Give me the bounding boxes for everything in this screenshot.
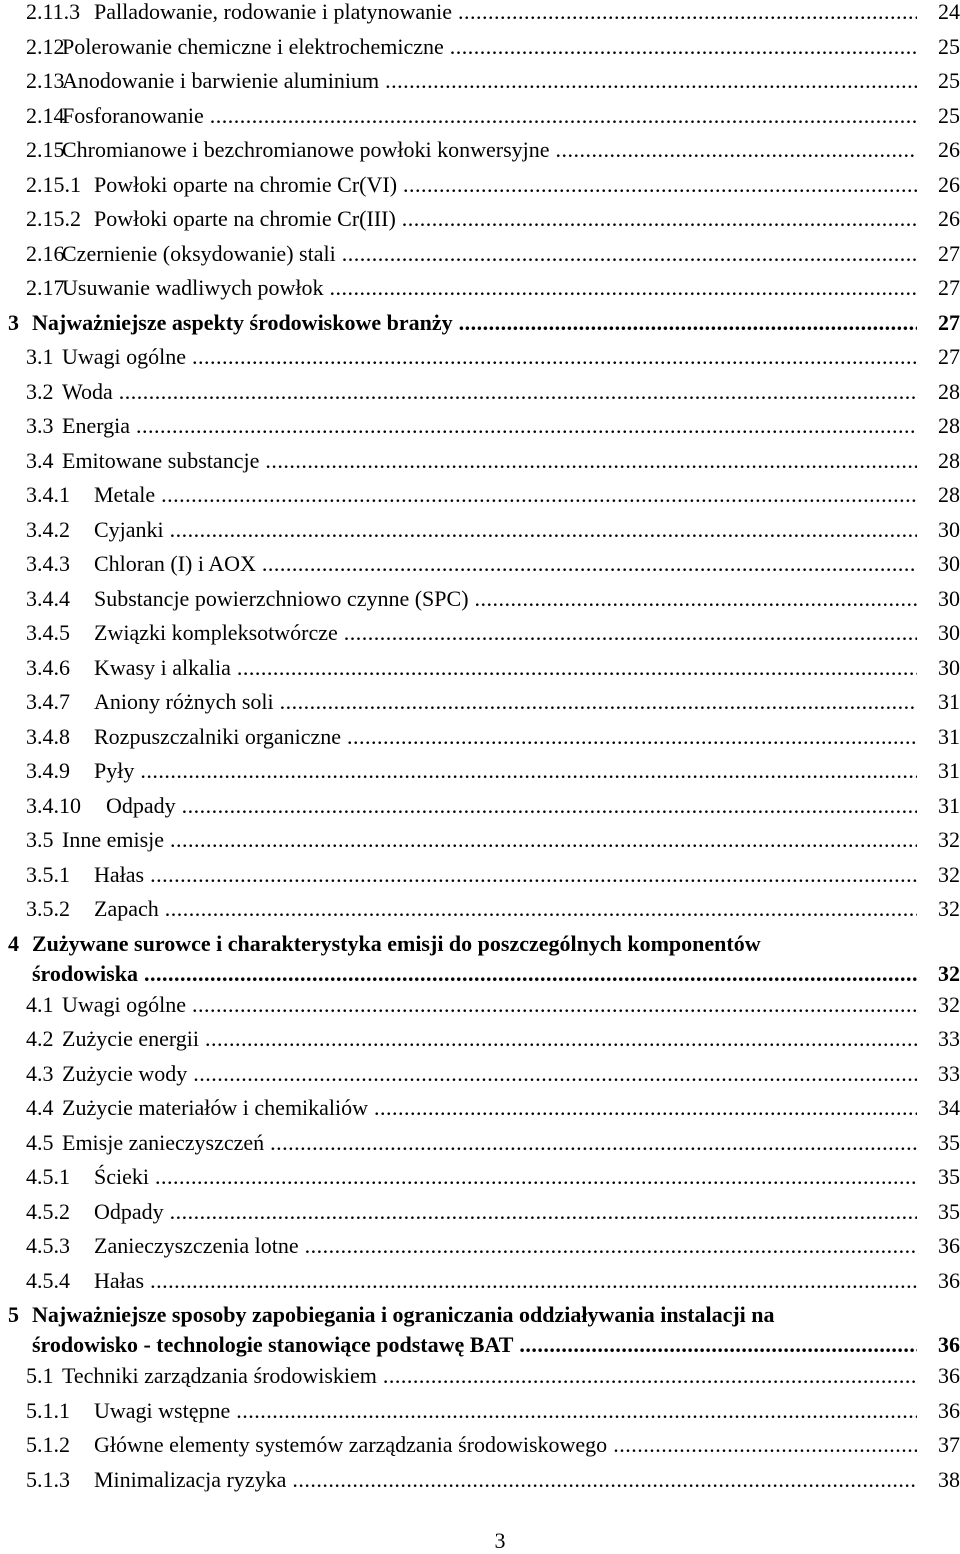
toc-entry-number: 3.4.7	[26, 689, 70, 714]
toc-entry-number: 3.4.8	[26, 723, 70, 749]
toc-entry-title	[32, 959, 917, 989]
toc-entry-number: 4.4	[26, 1095, 54, 1120]
toc-entry-title-text: Uwagi ogólne	[62, 344, 187, 369]
toc-entry-page: 36	[938, 1363, 960, 1388]
toc-entry-title-text: Hałas	[94, 1267, 145, 1293]
toc-entry[interactable]	[0, 687, 960, 717]
toc-entry-number: 3.4.10	[26, 792, 81, 818]
toc-entry-title	[62, 990, 917, 1020]
toc-entry-title	[62, 32, 917, 62]
toc-entry-title	[62, 1059, 917, 1089]
toc-entry-number: 5.1.2	[26, 1432, 70, 1457]
toc-entry[interactable]	[0, 1300, 960, 1360]
toc-entry-title-text: Fosforanowanie	[62, 102, 204, 128]
toc-entry-title	[94, 722, 917, 752]
toc-entry-number: 3.4.4	[26, 585, 70, 611]
toc-entry-title-text: Odpady	[106, 792, 176, 818]
toc-entry-number: 4.3	[26, 1060, 54, 1086]
toc-entry-page: 26	[938, 206, 960, 231]
toc-entry-number: 5.1.1	[26, 1397, 70, 1423]
toc-entry[interactable]	[0, 860, 960, 890]
toc-entry-title-text: Zużycie wody	[62, 1060, 188, 1086]
toc-entry-page: 36	[938, 1332, 960, 1357]
toc-entry-title-text: Hałas	[94, 861, 145, 887]
toc-entry-number: 5.1	[26, 1363, 54, 1388]
toc-entry-title-text: Powłoki oparte na chromie Cr(VI)	[94, 171, 398, 197]
toc-entry[interactable]	[0, 377, 960, 407]
toc-entry[interactable]	[0, 1396, 960, 1426]
toc-entry[interactable]	[0, 791, 960, 821]
toc-entry-title-text: Powłoki oparte na chromie Cr(III)	[94, 206, 396, 231]
toc-entry-page: 31	[938, 689, 960, 714]
toc-entry-page: 32	[938, 896, 960, 921]
toc-entry-page: 33	[938, 1060, 960, 1086]
toc-entry-title-text: Aniony różnych soli	[94, 689, 274, 714]
toc-entry-page: 32	[938, 991, 960, 1017]
toc-entry-page: 31	[938, 758, 960, 783]
toc-entry-title	[94, 1162, 917, 1192]
toc-entry-page: 35	[938, 1198, 960, 1224]
toc-entry[interactable]	[0, 204, 960, 234]
toc-entry-number: 4.5	[26, 1129, 54, 1155]
toc-entry[interactable]	[0, 990, 960, 1020]
toc-entry-number: 5.1.3	[26, 1466, 70, 1492]
toc-entry-number: 2.15.1	[26, 171, 81, 197]
toc-entry-number: 3.4.9	[26, 758, 70, 783]
toc-entry-number: 4.5.2	[26, 1198, 70, 1224]
toc-entry-page: 30	[938, 516, 960, 542]
toc-entry[interactable]	[0, 1093, 960, 1123]
toc-entry-title-line1: Najważniejsze sposoby zapobiegania i ograniczania oddziaływania instalacji na	[32, 1302, 775, 1327]
toc-entry-page: 26	[938, 137, 960, 162]
toc-entry-page: 35	[938, 1129, 960, 1155]
toc-entry-page: 25	[938, 33, 960, 59]
toc-entry-title-text: Najważniejsze aspekty środowiskowe branży	[32, 309, 453, 335]
toc-entry[interactable]	[0, 722, 960, 752]
toc-entry-number: 3.5.1	[26, 861, 70, 887]
toc-entry-title	[62, 66, 917, 96]
toc-entry-number: 4.5.1	[26, 1164, 70, 1189]
toc-entry[interactable]	[0, 1024, 960, 1054]
toc-entry[interactable]	[0, 32, 960, 62]
toc-entry-title-text: Polerowanie chemiczne i elektrochemiczne	[62, 33, 444, 59]
toc-entry-number: 3.4	[26, 447, 54, 473]
toc-entry-title	[62, 1128, 917, 1158]
toc-entry-title	[62, 825, 917, 855]
toc-entry-page: 36	[938, 1233, 960, 1258]
toc-entry-title-text: Uwagi wstępne	[94, 1397, 231, 1423]
toc-entry-number: 3.1	[26, 344, 54, 369]
toc-entry[interactable]	[0, 894, 960, 924]
toc-entry-title-text: Emitowane substancje	[62, 447, 260, 473]
toc-entry-title	[94, 860, 917, 890]
toc-entry-page: 27	[938, 275, 960, 300]
toc-entry-title-text: Zanieczyszczenia lotne	[94, 1233, 299, 1258]
toc-entry-number: 5	[8, 1302, 19, 1327]
toc-entry-title	[62, 411, 917, 441]
toc-entry-title-text: Czernienie (oksydowanie) stali	[62, 240, 336, 266]
toc-entry-title	[62, 446, 917, 476]
toc-entry-title	[62, 273, 917, 303]
toc-entry-title-text: Zużycie energii	[62, 1026, 200, 1051]
toc-entry[interactable]	[0, 1162, 960, 1192]
toc-entry[interactable]	[0, 1361, 960, 1391]
toc-entry-title	[62, 101, 917, 131]
toc-entry-page: 24	[938, 0, 960, 24]
toc-entry-title	[94, 1396, 917, 1426]
toc-entry-title	[94, 515, 917, 545]
toc-entry-page: 30	[938, 585, 960, 611]
toc-entry-title	[94, 687, 917, 717]
toc-entry-title-text: Energia	[62, 413, 131, 438]
toc-entry-number: 3.5	[26, 827, 54, 852]
toc-entry-title-text: Minimalizacja ryzyka	[94, 1466, 287, 1492]
toc-entry-title	[32, 1330, 917, 1360]
toc-entry[interactable]	[0, 308, 960, 338]
toc-entry-number: 3.4.1	[26, 482, 70, 507]
toc-entry-title	[94, 894, 917, 924]
toc-entry[interactable]	[0, 584, 960, 614]
toc-entry-title-text: Emisje zanieczyszczeń	[62, 1129, 265, 1155]
toc-entry-title-text: Główne elementy systemów zarządzania środowiskowego	[94, 1432, 608, 1457]
toc-entry-number: 3.4.3	[26, 551, 70, 576]
toc-entry-page: 27	[938, 309, 960, 335]
toc-entry-title-line1: Zużywane surowce i charakterystyka emisji do poszczególnych komponentów	[32, 930, 761, 956]
toc-entry-page: 36	[938, 1397, 960, 1423]
toc-entry-title	[94, 480, 917, 510]
toc-entry-page: 32	[938, 827, 960, 852]
toc-entry[interactable]	[0, 135, 960, 165]
toc-entry[interactable]	[0, 101, 960, 131]
toc-entry-page: 31	[938, 723, 960, 749]
toc-entry-title	[62, 239, 917, 269]
toc-entry-title-text: Substancje powierzchniowo czynne (SPC)	[94, 585, 469, 611]
toc-entry-title-text: Woda	[62, 378, 113, 404]
toc-entry-number: 2.17	[26, 275, 65, 300]
toc-entry[interactable]	[0, 756, 960, 786]
toc-entry-title	[62, 1024, 917, 1054]
toc-entry-page: 32	[938, 960, 960, 986]
toc-entry-title-text: Chromianowe i bezchromianowe powłoki konwersyjne	[62, 137, 550, 162]
toc-entry[interactable]	[0, 480, 960, 510]
toc-entry[interactable]	[0, 1465, 960, 1495]
toc-entry-title-text: Zużycie materiałów i chemikaliów	[62, 1095, 369, 1120]
toc-entry-title	[106, 791, 917, 821]
toc-entry-title	[94, 170, 917, 200]
toc-entry-title-text: Inne emisje	[62, 827, 165, 852]
toc-entry-number: 4.5.4	[26, 1267, 70, 1293]
toc-entry[interactable]	[0, 618, 960, 648]
toc-entry[interactable]	[0, 1430, 960, 1460]
toc-entry-page: 30	[938, 654, 960, 680]
toc-entry[interactable]	[0, 929, 960, 989]
toc-entry-title-text: Palladowanie, rodowanie i platynowanie	[94, 0, 453, 24]
toc-entry[interactable]	[0, 66, 960, 96]
toc-entry-page: 25	[938, 68, 960, 93]
toc-entry-page: 31	[938, 792, 960, 818]
toc-entry-number: 2.16	[26, 240, 65, 266]
toc-entry-page: 25	[938, 102, 960, 128]
toc-entry-number: 3.3	[26, 413, 54, 438]
toc-entry-number: 3.4.2	[26, 516, 70, 542]
toc-entry-title	[94, 1430, 917, 1460]
toc-entry[interactable]	[0, 170, 960, 200]
toc-entry-title	[94, 1465, 917, 1495]
toc-entry[interactable]	[0, 342, 960, 372]
toc-entry-title	[94, 549, 917, 579]
toc-entry-page: 30	[938, 551, 960, 576]
toc-entry[interactable]	[0, 1231, 960, 1261]
toc-entry-number: 3	[8, 309, 19, 335]
toc-entry-title-text: Rozpuszczalniki organiczne	[94, 723, 341, 749]
toc-entry-page: 38	[938, 1466, 960, 1492]
toc-entry-title-text: Anodowanie i barwienie aluminium	[62, 68, 380, 93]
toc-entry-title-text: Pyły	[94, 758, 135, 783]
toc-entry-page: 34	[938, 1095, 960, 1120]
toc-entry-page: 35	[938, 1164, 960, 1189]
toc-entry-title	[62, 135, 917, 165]
toc-entry-title	[94, 1231, 917, 1261]
toc-entry[interactable]	[0, 273, 960, 303]
toc-entry-title-text: środowiska	[32, 960, 138, 986]
toc-entry-number: 3.4.6	[26, 654, 70, 680]
toc-entry-title-text: Zapach	[94, 896, 159, 921]
toc-entry[interactable]	[0, 515, 960, 545]
toc-entry-title	[32, 308, 917, 338]
toc-entry-title	[94, 204, 917, 234]
toc-entry-page: 32	[938, 861, 960, 887]
toc-entry-page: 30	[938, 620, 960, 645]
toc-entry-title	[94, 1266, 917, 1296]
toc-entry-title-text: Ścieki	[94, 1164, 149, 1189]
toc-entry-page: 27	[938, 344, 960, 369]
toc-entry[interactable]	[0, 0, 960, 27]
toc-entry-page: 37	[938, 1432, 960, 1457]
page-number: 3	[494, 1528, 506, 1553]
toc-entry-title	[94, 618, 917, 648]
toc-entry[interactable]	[0, 1128, 960, 1158]
toc-entry-title-text: Chloran (I) i AOX	[94, 551, 256, 576]
toc-entry[interactable]	[0, 653, 960, 683]
toc-entry-title-text: Odpady	[94, 1198, 164, 1224]
toc-entry[interactable]	[0, 825, 960, 855]
toc-entry-page: 28	[938, 482, 960, 507]
toc-entry-title-text: Związki kompleksotwórcze	[94, 620, 338, 645]
toc-entry-number: 2.12	[26, 33, 65, 59]
toc-entry-title-text: Cyjanki	[94, 516, 164, 542]
toc-entry-number: 4.5.3	[26, 1233, 70, 1258]
toc-entry-title-text: środowisko - technologie stanowiące podstawę BAT	[32, 1332, 514, 1357]
toc-entry-title	[94, 1197, 917, 1227]
toc-entry-title	[62, 342, 917, 372]
toc-entry[interactable]	[0, 446, 960, 476]
toc-entry-page: 28	[938, 413, 960, 438]
toc-entry[interactable]	[0, 549, 960, 579]
toc-entry-title	[94, 653, 917, 683]
toc-entry-page: 26	[938, 171, 960, 197]
toc-entry-number: 3.4.5	[26, 620, 70, 645]
toc-entry[interactable]	[0, 411, 960, 441]
toc-entry[interactable]	[0, 1197, 960, 1227]
toc-entry-title	[62, 1093, 917, 1123]
toc-entry-number: 4	[8, 930, 19, 956]
toc-entry-number: 4.1	[26, 991, 54, 1017]
toc-entry-number: 3.5.2	[26, 896, 70, 921]
toc-entry-title-text: Techniki zarządzania środowiskiem	[62, 1363, 377, 1388]
toc-entry[interactable]	[0, 239, 960, 269]
toc-entry-title-text: Kwasy i alkalia	[94, 654, 231, 680]
toc-entry[interactable]	[0, 1059, 960, 1089]
toc-entry-title	[62, 1361, 917, 1391]
toc-entry-title-text: Uwagi ogólne	[62, 991, 187, 1017]
toc-entry-number: 2.14	[26, 102, 65, 128]
toc-entry-page: 27	[938, 240, 960, 266]
toc-entry-number: 2.11.3	[26, 0, 81, 24]
toc-entry-title	[62, 377, 917, 407]
toc-entry-number: 2.15.2	[26, 206, 81, 231]
toc-entry-number: 2.13	[26, 68, 65, 93]
toc-entry-page: 33	[938, 1026, 960, 1051]
toc-entry-page: 36	[938, 1267, 960, 1293]
toc-entry-page: 28	[938, 378, 960, 404]
toc-entry-number: 4.2	[26, 1026, 54, 1051]
toc-entry[interactable]	[0, 1266, 960, 1296]
toc-entry-title-text: Metale	[94, 482, 156, 507]
toc-entry-number: 2.15	[26, 137, 65, 162]
toc-entry-title-text: Usuwanie wadliwych powłok	[62, 275, 324, 300]
toc-entry-page: 28	[938, 447, 960, 473]
toc-entry-title	[94, 584, 917, 614]
toc-entry-number: 3.2	[26, 378, 54, 404]
toc-entry-title	[94, 0, 917, 27]
toc-entry-title	[94, 756, 917, 786]
